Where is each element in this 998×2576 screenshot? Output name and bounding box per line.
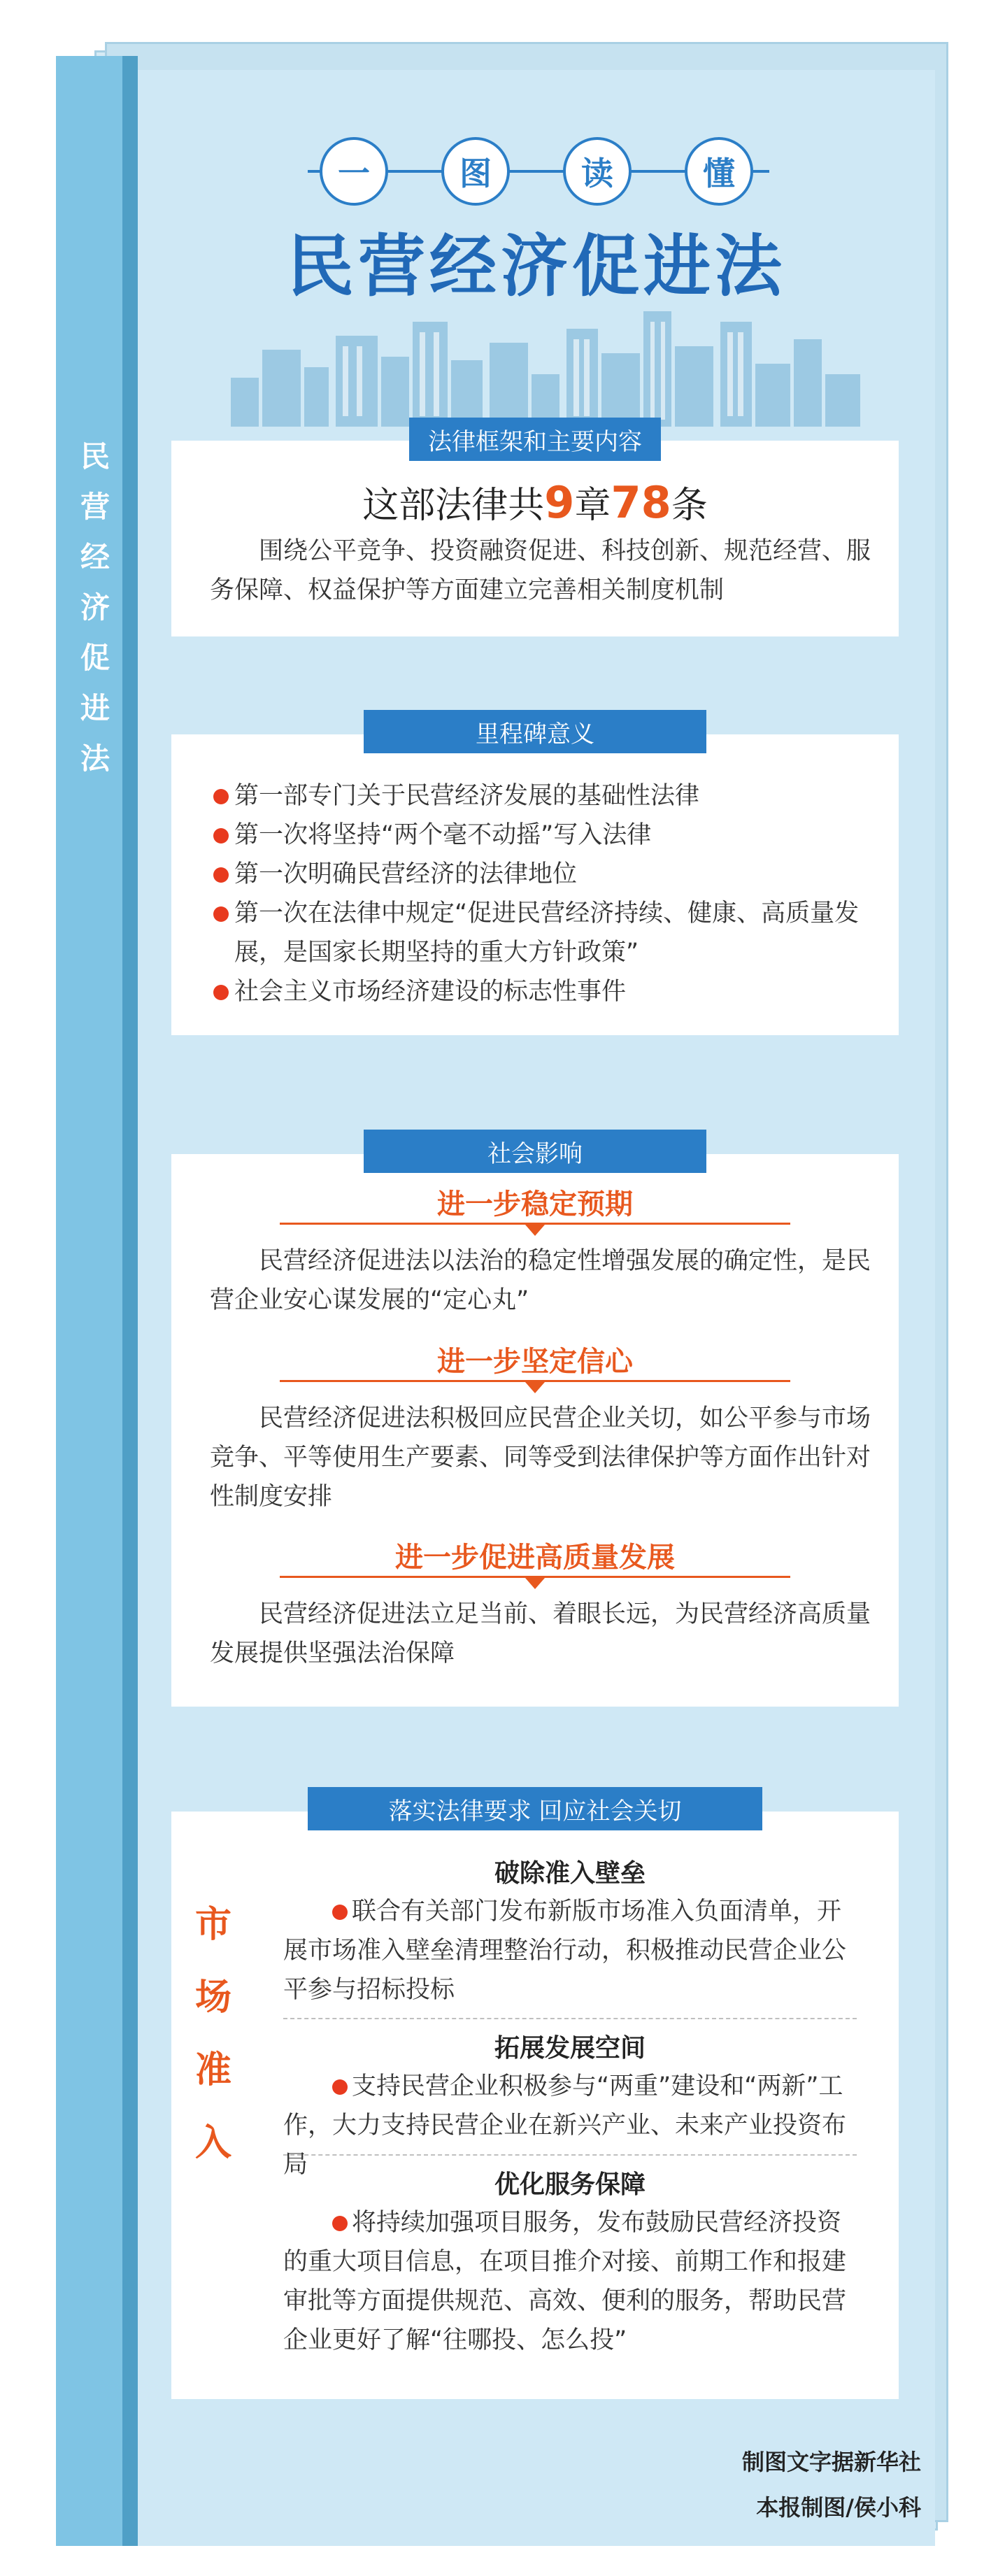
header-pill-3: 读	[563, 137, 632, 206]
framework-text: 围绕公平竞争、投资融资促进、科技创新、规范经营、服务保障、权益保护等方面建立完善相关制度机制	[210, 537, 871, 604]
implementation-text-2: 支持民营企业积极参与“两重”建设和“两新”工作，大力支持民营企业在新兴产业、未来产业投资布局	[283, 2072, 847, 2179]
bullet-dot-icon	[213, 867, 229, 883]
article-number: 78	[611, 477, 671, 528]
header-pills	[138, 136, 935, 206]
header-pill-4: 懂	[685, 137, 753, 206]
header-pill-2: 图	[441, 137, 510, 206]
bullet-dot-icon	[213, 906, 229, 922]
chapter-count: 9	[544, 477, 575, 528]
list-item: 第一部专门关于民营经济发展的基础性法律	[213, 776, 871, 816]
chapter-unit: 章	[574, 485, 611, 527]
implementation-title-2: 拓展发展空间	[494, 2034, 646, 2063]
implementation-text-3: 将持续加强项目服务，发布鼓励民营经济投资的重大项目信息，在项目推介对接、前期工作和报建审批等方面提供规范、高效、便利的服务，帮助民营企业更好了解“往哪投、怎么投”	[283, 2209, 847, 2354]
implementation-title-1: 破除准入壁垒	[494, 1859, 646, 1888]
book-spine-shadow	[122, 56, 138, 2546]
subhead-notch-1	[525, 1225, 545, 1236]
framework-tag: 法律框架和主要内容	[409, 418, 661, 461]
subhead-notch-2	[525, 1382, 545, 1393]
impact-title-2: 进一步坚定信心	[437, 1346, 633, 1378]
article-unit: 条	[671, 485, 708, 527]
implementation-title-3: 优化服务保障	[494, 2170, 646, 2199]
impact-text-2: 民营经济促进法积极回应民营企业关切，如公平参与市场竞争、平等使用生产要素、同等受到法律保护等方面作出针对性制度安排	[210, 1404, 871, 1511]
impact-text-1: 民营经济促进法以法治的稳定性增强发展的确定性，是民营企业安心谋发展的“定心丸”	[210, 1247, 871, 1314]
bullet-dot-icon	[213, 985, 229, 1000]
credit-author: 本报制图/侯小科	[756, 2494, 921, 2521]
bullet-dot-icon	[332, 1905, 348, 1920]
market-access-label: 市场准入	[194, 1904, 231, 2164]
list-item: 第一次在法律中规定“促进民营经济持续、健康、高质量发展，是国家长期坚持的重大方针政策”	[213, 894, 871, 972]
credit-source: 制图文字据新华社	[741, 2449, 921, 2475]
bullet-dot-icon	[213, 828, 229, 844]
bullet-dot-icon	[332, 2216, 348, 2231]
book-spine	[56, 56, 122, 2546]
bullet-dot-icon	[332, 2079, 348, 2095]
header-pill-1: 一	[320, 137, 388, 206]
article-count	[171, 476, 899, 528]
city-skyline-illustration	[231, 308, 860, 427]
implementation-tag: 落实法律要求 回应社会关切	[308, 1787, 762, 1830]
divider	[283, 2018, 857, 2019]
list-item: 第一次明确民营经济的法律地位	[213, 855, 871, 894]
divider	[283, 2154, 857, 2156]
impact-text-3: 民营经济促进法立足当前、着眼长远，为民营经济高质量发展提供坚强法治保障	[210, 1600, 871, 1667]
impact-tag: 社会影响	[364, 1130, 706, 1173]
milestone-tag: 里程碑意义	[364, 710, 706, 753]
page-title: 民营经济促进法	[287, 227, 786, 306]
list-item: 第一次将坚持“两个毫不动摇”写入法律	[213, 816, 871, 855]
list-item: 社会主义市场经济建设的标志性事件	[213, 972, 871, 1011]
count-prefix: 这部法律共	[362, 485, 545, 527]
impact-title-1: 进一步稳定预期	[437, 1188, 633, 1221]
bullet-dot-icon	[213, 789, 229, 804]
impact-title-3: 进一步促进高质量发展	[395, 1542, 675, 1574]
subhead-notch-3	[525, 1578, 545, 1589]
implementation-text-1: 联合有关部门发布新版市场准入负面清单，开展市场准入壁垒清理整治行动，积极推动民营企业公平参与招标投标	[283, 1898, 847, 2004]
milestone-list	[213, 776, 871, 1011]
spine-title: 民营经济促进法	[76, 441, 111, 793]
